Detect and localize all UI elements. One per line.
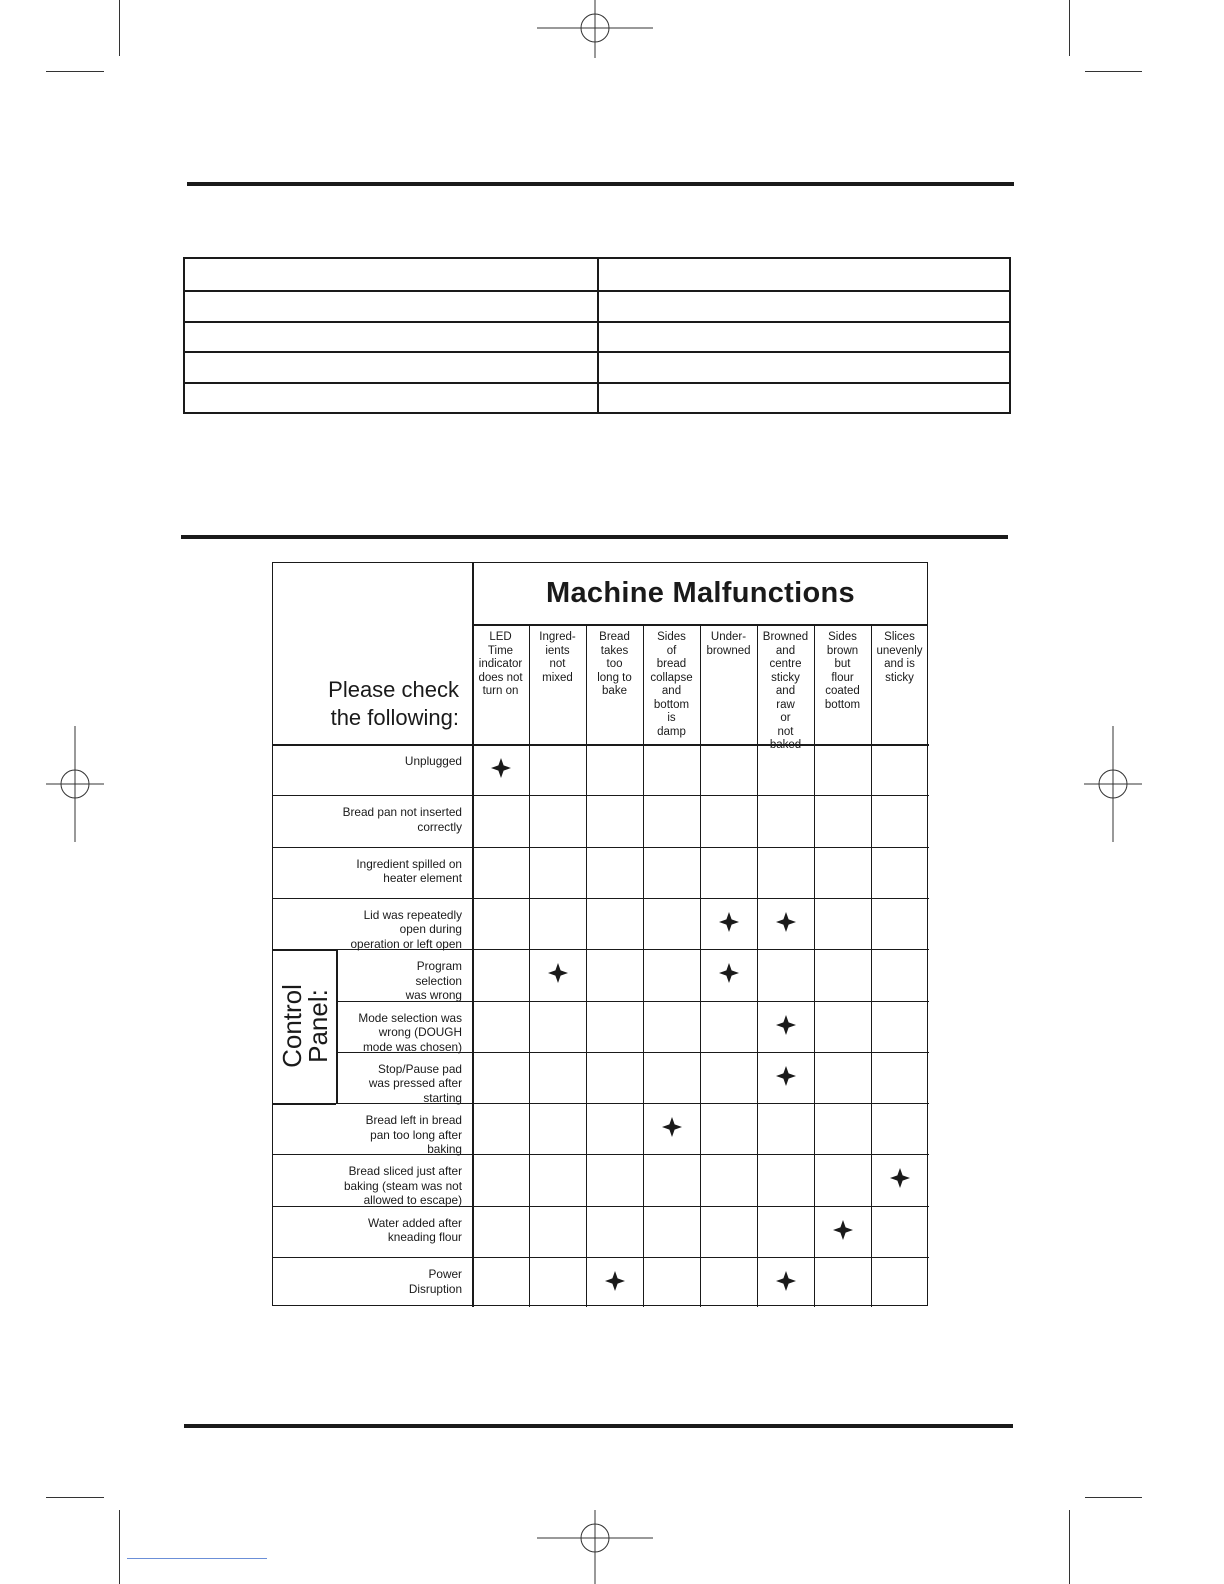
row-label-line: Unplugged [404,754,462,768]
row-label-line: Bread left in bread [365,1113,462,1128]
malfunction-grid [272,562,928,1306]
registration-mark-right [1084,726,1142,842]
column-divider [529,624,530,1307]
blank-cell [184,322,598,352]
row-label-line: heater element [383,871,462,886]
column-divider [586,624,587,1307]
column-header-line: but [834,658,851,670]
blank-cell [184,352,598,382]
row-label [344,1164,462,1208]
row-label [358,1011,462,1055]
row-label-line: Bread sliced just after [348,1164,462,1179]
row-label-line: Power [428,1267,462,1281]
bottom-rule [184,1424,1013,1428]
control-panel-bottom [273,1103,336,1105]
check-prompt [273,676,459,732]
blank-cell [184,258,598,291]
column-header [472,631,529,699]
column-header-line: and [775,685,796,697]
row-label-line: wrong (DOUGH [378,1025,462,1039]
row-label-line: selection [415,973,462,988]
row-divider [273,847,929,848]
column-header-line: bottom [653,698,690,711]
row-label-line: open during [399,922,462,937]
column-header-line: Under- [710,631,747,643]
column-header-line: unevenly [876,644,923,657]
column-header-line: not [549,658,566,670]
row-label [409,1267,462,1296]
row-label [351,908,463,952]
section-rule [181,535,1008,539]
column-header-line: baked [769,739,802,751]
blank-cell [184,383,598,413]
row-divider [273,795,929,796]
column-header-line: and [775,644,796,657]
check-prompt-line-2: the following: [330,705,459,730]
four-point-star-icon [719,912,739,932]
top-rule [187,182,1014,186]
column-header-line: Ingred- [539,631,576,643]
blank-cell [598,258,1010,291]
row-label [366,1113,462,1157]
four-point-star-icon [776,1066,796,1086]
registration-mark-bottom [537,1510,653,1584]
four-point-star-icon [605,1271,625,1291]
column-header-line: damp [657,725,686,738]
column-divider [871,624,872,1307]
control-panel-line-2: Panel: [302,989,333,1063]
column-header-line: Time [487,644,514,657]
registration-mark-top [537,0,653,58]
registration-mark-left [46,726,104,842]
column-header-line: Bread [599,631,630,643]
column-header [643,631,700,739]
row-label-line: Lid was repeatedly [363,907,462,922]
row-label-line: Bread pan not inserted [342,805,462,820]
column-header-line: or [780,712,791,724]
row-label-line: was wrong [405,988,462,1003]
control-panel-top [273,949,336,951]
row-divider [273,898,929,899]
column-header-line: is [667,712,676,724]
column-header-line: bake [602,685,627,697]
blank-table [183,257,1011,414]
column-header-line: indicator [478,658,523,670]
row-label-line: correctly [417,819,462,834]
column-header-line: Browned [762,631,809,643]
row-label-line: baking [427,1142,462,1157]
column-header-line: Sides [828,631,857,643]
column-header-line: sticky [771,671,800,684]
four-point-star-icon [662,1117,682,1137]
row-divider [273,1257,929,1258]
column-header [757,631,814,753]
column-divider [814,624,815,1307]
four-point-star-icon [548,963,568,983]
row-label-line: starting [423,1090,462,1105]
column-header-line: not [777,725,794,738]
control-panel-line-1: Control [276,984,307,1069]
row-label-line: allowed to escape) [363,1193,462,1208]
column-header-line: long to [597,671,632,684]
check-prompt-line-1: Please check [328,677,459,702]
column-header-line: coated [825,685,860,697]
footer-link-rule [127,1558,267,1559]
row-label [343,805,462,834]
blank-cell [598,291,1010,321]
row-label [368,1216,462,1245]
column-header-line: mixed [542,671,573,684]
row-label-line: was pressed after [368,1076,462,1091]
column-header [529,631,586,685]
four-point-star-icon [776,1015,796,1035]
column-header-line: and [661,685,682,697]
row-label-line: Ingredient spilled on [356,856,462,871]
row-label-line: Water added after [368,1215,462,1230]
column-header-line: of [666,644,677,657]
grid-title: Machine Malfunctions [546,577,855,609]
header-divider [273,744,929,746]
column-header-line: browned [706,644,751,657]
four-point-star-icon [491,758,511,778]
row-label-line: mode was chosen) [362,1039,462,1054]
control-panel-divider [336,949,338,1103]
column-header-line: and is [884,658,915,670]
column-header-line: LED [489,631,512,643]
column-header [700,631,757,658]
column-header-line: brown [826,644,859,657]
control-panel-text [276,984,333,1069]
column-header [814,631,871,712]
four-point-star-icon [833,1220,853,1240]
column-header-line: raw [776,698,795,711]
row-label-line: Disruption [408,1281,462,1296]
row-label-line: Stop/Pause pad [378,1061,462,1076]
control-panel-label [273,949,336,1103]
four-point-star-icon [776,1271,796,1291]
row-label-line: operation or left open [350,936,462,951]
four-point-star-icon [776,912,796,932]
row-label [405,754,462,769]
column-header-line: takes [600,644,629,657]
column-header-line: too [606,658,623,670]
row-label-line: kneading flour [387,1230,462,1245]
four-point-star-icon [719,963,739,983]
blank-cell [598,352,1010,382]
column-header-line: bottom [824,698,861,711]
row-label [369,1062,462,1106]
four-point-star-icon [890,1168,910,1188]
column-header [586,631,643,699]
row-label [356,857,462,886]
row-label-line: pan too long after [370,1127,462,1142]
blank-cell [598,383,1010,413]
row-label-line: Mode selection was [358,1010,462,1025]
column-header-line: centre [769,658,802,670]
row-label-line: Program [416,959,462,974]
column-header-line: sticky [885,671,914,684]
column-header-line: Sides [657,631,686,643]
column-header-line: bread [656,658,687,670]
row-label-line: baking (steam was not [343,1178,462,1193]
column-header-line: flour [831,671,854,684]
blank-cell [184,291,598,321]
blank-cell [598,322,1010,352]
column-header-line: does not [478,671,523,684]
column-header-line: Slices [884,631,915,643]
column-header-line: ients [545,644,570,657]
column-header [871,631,928,685]
row-label [406,959,462,1003]
column-divider [700,624,701,1307]
column-header-line: collapse [650,671,693,684]
column-header-line: turn on [482,685,519,697]
